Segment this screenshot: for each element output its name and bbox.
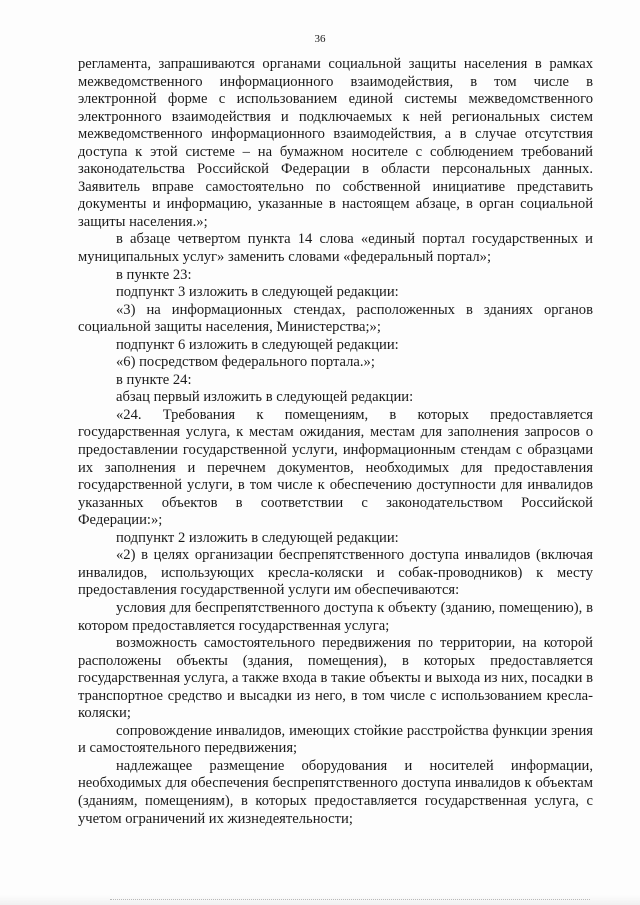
paragraph-1: регламента, запрашиваются органами социальной защиты населения в рамках межведомственного информационного взаимодействия, в том числе в электронной форме с использованием единой системы межведомственного электронного взаимодействия и подключаемых к ней региональных систем межведомственного информационного взаимодействия, а в случае отсутствия доступа к этой системе – на бумажном носителе с соблюдением требований законодательства Российской Федерации в области персональных данных. Заявитель вправе самостоятельно по собственной инициативе представить документы и информацию, указанные в настоящем абзаце, в орган социальной защиты населения.»; — [78, 56, 593, 230]
paragraph-7: «6) посредством федерального портала.»; — [116, 354, 375, 371]
paragraph-8: в пункте 24: — [116, 371, 192, 388]
page-number: 36 — [314, 33, 326, 45]
paragraph-15: сопровождение инвалидов, имеющих стойкие расстройства функции зрения и самостоятельного передвижения; — [78, 722, 593, 757]
paragraph-16: надлежащее размещение оборудования и носителей информации, необходимых для обеспечения беспрепятственного доступа инвалидов к объектам (зданиям, помещениям), в которых предоставляется государственная услуга, с учетом ограничений их жизнедеятельности; — [78, 757, 593, 827]
paragraph-14: возможность самостоятельного передвижения по территории, на которой расположены объекты (здания, помещения), в которых предоставляется государственная услуга, а также входа в такие объекты и выхода из них, посадки в транспортное средство и высадки из него, в том числе с использованием кресла-коляски; — [78, 635, 593, 722]
paragraph-2: в абзаце четвертом пункта 14 слова «единый портал государственных и муниципальных услуг» заменить словами «федеральный портал»; — [78, 231, 593, 266]
paragraph-13: условия для беспрепятственного доступа к объекту (зданию, помещению), в котором предоставляется государственная услуга; — [78, 599, 593, 634]
scan-artifact-line — [110, 899, 590, 901]
paragraph-5: «3) на информационных стендах, расположенных в зданиях органов социальной защиты населения, Министерства;»; — [78, 301, 593, 336]
document-body — [78, 56, 593, 828]
paragraph-11: подпункт 2 изложить в следующей редакции: — [116, 529, 399, 546]
paragraph-12: «2) в целях организации беспрепятственного доступа инвалидов (включая инвалидов, использующих кресла-коляски и собак-проводников) к месту предоставления государственной услуги им обеспечиваются: — [78, 547, 593, 599]
paragraph-6: подпункт 6 изложить в следующей редакции: — [116, 336, 399, 353]
paragraph-4: подпункт 3 изложить в следующей редакции: — [116, 284, 399, 301]
paragraph-9: абзац первый изложить в следующей редакции: — [116, 389, 414, 406]
paragraph-3: в пункте 23: — [116, 266, 192, 283]
paragraph-10: «24. Требования к помещениям, в которых предоставляется государственная услуга, к местам ожидания, местам для заполнения запросов о предоставлении государственной услуги, информационным стендам с образцами их заполнения и перечнем документов, необходимых для предоставления государственной услуги, в том числе к обеспечению доступности для инвалидов указанных объектов в соответствии с законодательством Российской Федерации:»; — [78, 406, 593, 529]
